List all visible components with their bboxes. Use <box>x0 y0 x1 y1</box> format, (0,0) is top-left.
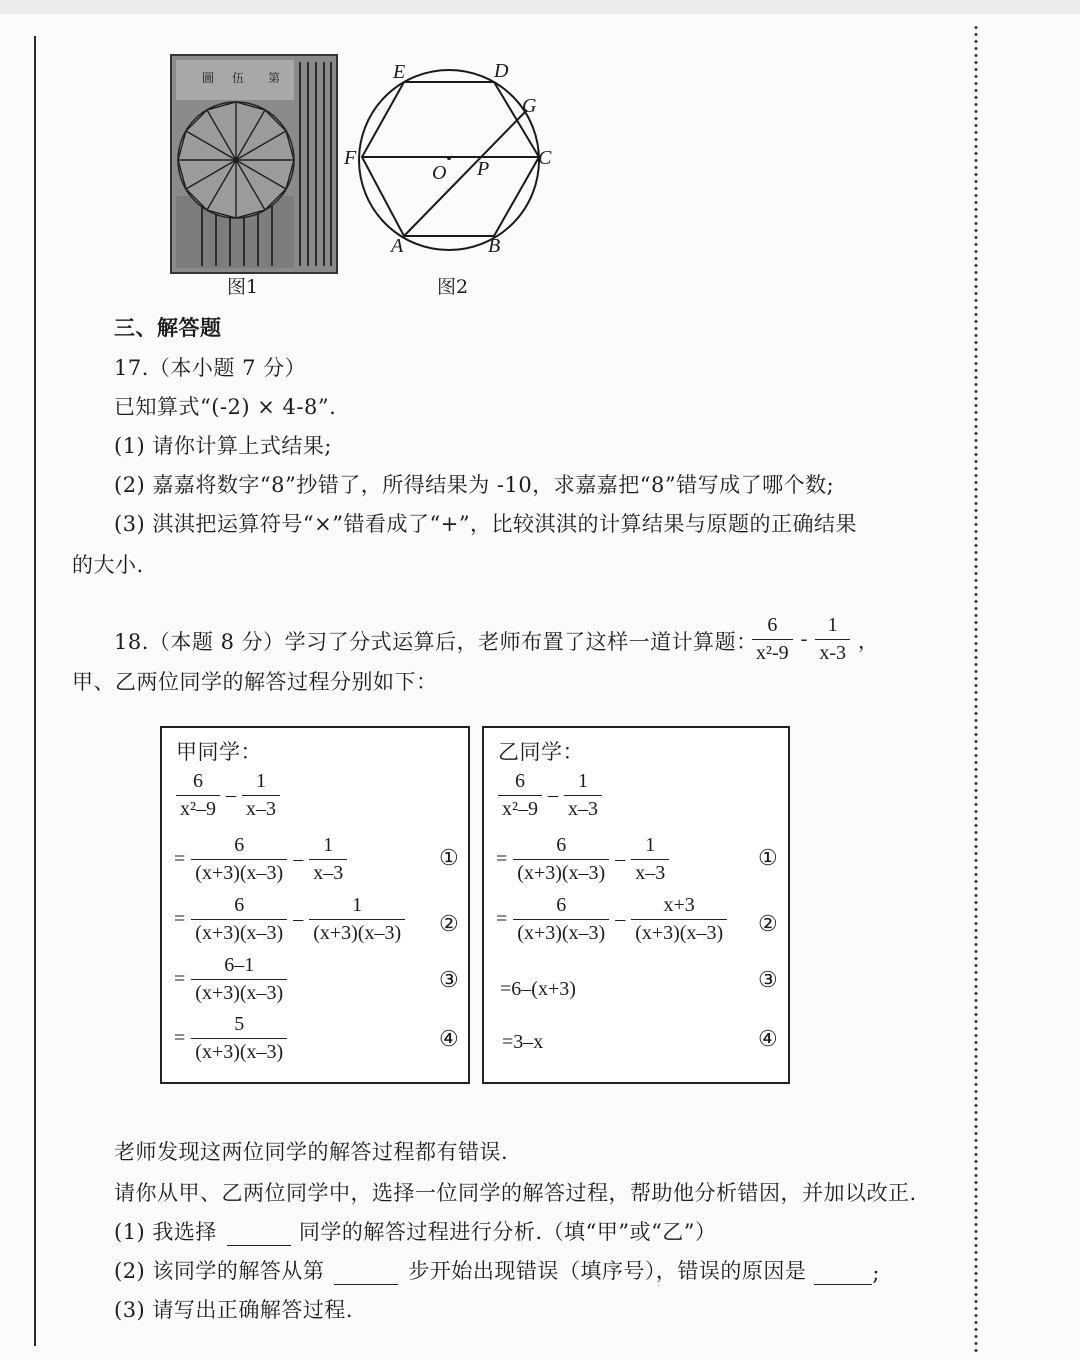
label-c: C <box>538 147 552 169</box>
label-a: A <box>391 235 404 257</box>
book-page-illustration <box>172 56 336 272</box>
jia-l1-den2: x–3 <box>309 859 347 885</box>
jia-l1-eq: = <box>174 848 186 870</box>
jia-step-1-mark: ① <box>439 846 459 871</box>
label-e: E <box>393 61 406 83</box>
svg-text:圖: 圖 <box>202 71 215 85</box>
expr-minus: - <box>800 628 808 650</box>
top-edge <box>0 0 1080 14</box>
expr-den-1: x²-9 <box>752 639 793 665</box>
jia-l2-den1: (x+3)(x–3) <box>191 919 287 945</box>
label-b: B <box>488 235 501 257</box>
q17-part-3-cont: 的大小. <box>72 553 144 577</box>
jia-line-3 <box>174 954 287 1005</box>
q18-sub-1-b: 同学的解答过程进行分析.（填“甲”或“乙”） <box>298 1220 717 1244</box>
q18-teacher-note: 老师发现这两位同学的解答过程都有错误. <box>114 1140 509 1164</box>
yi-l2-num2: x+3 <box>663 894 695 916</box>
yi-step-2-mark: ② <box>758 912 778 937</box>
jia-l0-num2: 1 <box>256 770 266 792</box>
jia-title: 甲同学： <box>176 740 262 764</box>
expr-fraction-1 <box>752 614 793 665</box>
yi-line-2 <box>496 894 727 945</box>
yi-l2-den2: (x+3)(x–3) <box>631 919 727 945</box>
svg-text:伍: 伍 <box>232 71 245 85</box>
dotted-binding-line <box>974 24 978 1354</box>
yi-l0-op: – <box>548 784 558 806</box>
jia-l1-den1: (x+3)(x–3) <box>191 859 287 885</box>
yi-l1-den1: (x+3)(x–3) <box>513 859 609 885</box>
label-o: O <box>432 162 447 184</box>
expr-num-1: 6 <box>767 614 778 636</box>
yi-line-0 <box>498 770 602 821</box>
q18-sub-2-reason-blank[interactable] <box>814 1284 872 1285</box>
jia-l1-num2: 1 <box>323 834 334 856</box>
figure-1-book-photo <box>170 54 338 274</box>
jia-step-3-mark: ③ <box>439 968 459 993</box>
jia-line-2 <box>174 894 405 945</box>
figure-2-caption: 图2 <box>437 276 469 298</box>
jia-l2-eq: = <box>174 908 186 930</box>
jia-l4-num1: 5 <box>234 1013 245 1035</box>
q18-instruction: 请你从甲、乙两位同学中，选择一位同学的解答过程，帮助他分析错因，并加以改正. <box>114 1181 917 1205</box>
figure-2-diagram <box>338 54 568 268</box>
q18-sub-3: (3) 请写出正确解答过程. <box>114 1298 354 1322</box>
yi-l1-num1: 6 <box>556 834 567 856</box>
yi-l2-op: – <box>615 908 626 930</box>
jia-l2-op: – <box>293 908 304 930</box>
svg-text:第: 第 <box>268 71 281 85</box>
yi-step-4-mark: ④ <box>758 1027 778 1052</box>
left-margin-rule <box>34 36 36 1346</box>
q18-sub-2-a: (2) 该同学的解答从第 <box>114 1259 325 1283</box>
q18-intro-cont: 甲、乙两位同学的解答过程分别如下： <box>72 670 438 694</box>
yi-line-4: =3–x <box>502 1031 544 1053</box>
jia-l0-den1: x²–9 <box>176 795 220 821</box>
q17-part-1: (1) 请你计算上式结果; <box>114 434 332 458</box>
expr-den-2: x-3 <box>815 639 850 665</box>
q18-sub-2 <box>114 1255 880 1285</box>
jia-l2-num2: 1 <box>352 894 363 916</box>
jia-l0-den2: x–3 <box>242 795 280 821</box>
yi-step-1-mark: ① <box>758 846 778 871</box>
yi-l0-num1: 6 <box>515 770 525 792</box>
jia-l4-den1: (x+3)(x–3) <box>191 1038 287 1064</box>
expr-fraction-2 <box>815 614 850 665</box>
jia-line-1 <box>174 834 347 885</box>
label-g: G <box>522 95 537 117</box>
q18-sub-2-b: 步开始出现错误（填序号），错误的原因是 <box>408 1259 807 1283</box>
q17-part-2: (2) 嘉嘉将数字“8”抄错了，所得结果为 -10，求嘉嘉把“8”错写成了哪个数; <box>114 473 835 497</box>
section-title: 三、解答题 <box>114 315 222 340</box>
expr-tail: ， <box>858 631 878 653</box>
jia-line-0 <box>176 770 280 821</box>
q18-sub-1 <box>114 1216 717 1246</box>
q17-stem: 已知算式“(-2) × 4-8”. <box>114 395 337 419</box>
yi-step-3-mark: ③ <box>758 968 778 993</box>
q18-sub-2-step-blank[interactable] <box>334 1284 398 1285</box>
yi-l1-eq: = <box>496 848 508 870</box>
jia-l4-eq: = <box>174 1027 186 1049</box>
jia-l1-op: – <box>293 848 304 870</box>
jia-line-4 <box>174 1013 287 1064</box>
q18-sub-1-blank[interactable] <box>227 1245 291 1246</box>
label-f: F <box>344 147 357 169</box>
yi-l0-num2: 1 <box>578 770 588 792</box>
yi-l1-num2: 1 <box>645 834 656 856</box>
q17-part-3: (3) 淇淇把运算符号“×”错看成了“+”，比较淇淇的计算结果与原题的正确结果 <box>114 512 858 536</box>
jia-l3-num1: 6–1 <box>224 954 255 976</box>
jia-step-4-mark: ④ <box>439 1027 459 1052</box>
jia-l3-den1: (x+3)(x–3) <box>191 979 287 1005</box>
label-p: P <box>477 158 490 180</box>
q18-expression <box>752 614 878 665</box>
jia-l2-den2: (x+3)(x–3) <box>309 919 405 945</box>
jia-l3-eq: = <box>174 968 186 990</box>
q18-sub-1-a: (1) 我选择 <box>114 1220 217 1244</box>
q18-sub-2-c: ; <box>872 1261 880 1285</box>
jia-l2-num1: 6 <box>234 894 245 916</box>
jia-l1-num1: 6 <box>234 834 245 856</box>
segment-ag <box>404 110 527 236</box>
yi-l2-den1: (x+3)(x–3) <box>513 919 609 945</box>
yi-line-1 <box>496 834 669 885</box>
yi-l1-op: – <box>615 848 626 870</box>
q17-heading: 17.（本小题 7 分） <box>114 356 307 380</box>
yi-l1-den2: x–3 <box>631 859 669 885</box>
yi-l2-eq: = <box>496 908 508 930</box>
jia-l0-num1: 6 <box>193 770 203 792</box>
yi-title: 乙同学： <box>498 740 584 764</box>
jia-step-2-mark: ② <box>439 912 459 937</box>
yi-line-3: =6–(x+3) <box>500 978 576 1000</box>
yi-l0-den2: x–3 <box>564 795 602 821</box>
figure-1-caption: 图1 <box>227 276 259 298</box>
yi-l0-den1: x²–9 <box>498 795 542 821</box>
label-d: D <box>494 60 509 82</box>
expr-num-2: 1 <box>827 614 838 636</box>
yi-l2-num1: 6 <box>556 894 567 916</box>
jia-l0-op: – <box>226 784 236 806</box>
q18-intro: 18.（本题 8 分）学习了分式运算后，老师布置了这样一道计算题： <box>114 630 758 654</box>
